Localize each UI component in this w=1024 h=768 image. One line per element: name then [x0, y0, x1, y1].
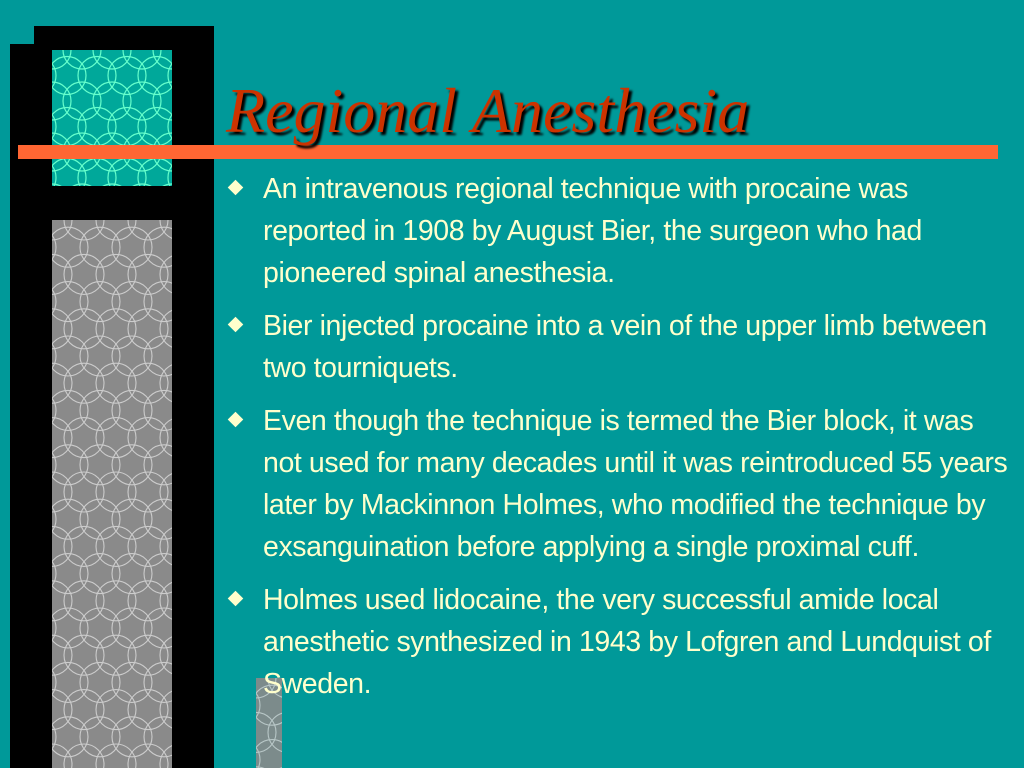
pattern-circle: [96, 363, 136, 403]
diamond-bullet-icon: [228, 317, 244, 333]
diamond-bullet-icon: [228, 412, 244, 428]
pattern-circle: [112, 390, 152, 430]
pattern-circle: [93, 184, 131, 186]
pattern-circle: [80, 227, 120, 267]
pattern-circle: [96, 526, 136, 566]
slide-title: Regional Anesthesia: [226, 75, 750, 146]
pattern-circle: [112, 554, 152, 594]
pattern-circle: [52, 108, 86, 146]
bullet-item: [228, 579, 1018, 705]
pattern-circle: [52, 717, 88, 757]
diamond-bullet-icon: [228, 180, 244, 196]
circle-pattern-icon: [52, 50, 172, 186]
pattern-circle: [112, 608, 152, 648]
pattern-circle: [160, 220, 172, 240]
pattern-circle: [52, 662, 88, 702]
bullet-text: Holmes used lidocaine, the very successful amide local anesthetic synthesized in 1943 by Lofgren and Lundquist of Sweden.: [263, 584, 991, 700]
bullet-list: [228, 168, 1018, 716]
pattern-circle: [144, 662, 172, 702]
pattern-circle: [144, 717, 172, 757]
pattern-circle: [96, 220, 136, 240]
pattern-circle: [112, 499, 152, 539]
pattern-circle: [96, 635, 136, 675]
pattern-circle: [138, 108, 172, 146]
pattern-circle: [80, 717, 120, 757]
pattern-circle: [64, 690, 104, 730]
pattern-circle: [112, 445, 152, 485]
pattern-circle: [144, 445, 172, 485]
pattern-circle: [144, 282, 172, 322]
pattern-circle: [96, 581, 136, 621]
pattern-circle: [64, 363, 104, 403]
pattern-circle: [112, 717, 152, 757]
pattern-circle: [63, 184, 101, 186]
pattern-circle: [64, 581, 104, 621]
pattern-circle: [128, 472, 168, 512]
pattern-circle: [64, 635, 104, 675]
pattern-circle: [123, 184, 161, 186]
pattern-circle: [138, 159, 172, 187]
pattern-circle: [128, 254, 168, 294]
pattern-circle: [144, 554, 172, 594]
pattern-circle: [64, 418, 104, 458]
pattern-circle: [128, 309, 168, 349]
title-underline-rule: [18, 145, 998, 159]
pattern-circle: [52, 159, 86, 187]
pattern-circle: [138, 57, 172, 95]
pattern-circle: [64, 309, 104, 349]
pattern-circle: [128, 526, 168, 566]
pattern-circle: [96, 254, 136, 294]
bullet-item: [228, 305, 1018, 389]
pattern-circle: [144, 390, 172, 430]
pattern-circle: [108, 159, 146, 187]
pattern-circle: [52, 554, 88, 594]
pattern-circle: [52, 390, 88, 430]
pattern-circle: [64, 526, 104, 566]
pattern-circle: [144, 336, 172, 376]
pattern-circle: [64, 220, 104, 240]
pattern-circle: [52, 282, 88, 322]
diamond-bullet-icon: [228, 591, 244, 607]
pattern-circle: [112, 227, 152, 267]
pattern-circle: [52, 227, 88, 267]
pattern-circle: [80, 499, 120, 539]
pattern-circle: [144, 608, 172, 648]
pattern-circle: [96, 309, 136, 349]
bullet-text: Bier injected procaine into a vein of the upper limb between two tourniquets.: [263, 310, 987, 384]
pattern-circle: [80, 336, 120, 376]
pattern-circle: [128, 581, 168, 621]
pattern-circle: [78, 159, 116, 187]
pattern-circle: [52, 608, 88, 648]
pattern-circle: [52, 57, 86, 95]
pattern-circle: [112, 336, 152, 376]
bullet-item: [228, 168, 1018, 294]
pattern-circle: [112, 282, 152, 322]
pattern-circle: [80, 554, 120, 594]
pattern-circle: [80, 662, 120, 702]
pattern-circle: [52, 445, 88, 485]
pattern-circle: [153, 50, 172, 69]
pattern-circle: [52, 336, 88, 376]
pattern-circle: [96, 418, 136, 458]
pattern-circle: [128, 220, 168, 240]
pattern-circle: [64, 254, 104, 294]
pattern-circle: [80, 608, 120, 648]
pattern-circle: [64, 472, 104, 512]
pattern-circle: [128, 690, 168, 730]
pattern-circle: [128, 635, 168, 675]
pattern-circle: [80, 282, 120, 322]
pattern-circle: [52, 50, 71, 69]
pattern-circle: [144, 227, 172, 267]
pattern-circle: [128, 363, 168, 403]
pattern-circle: [52, 499, 88, 539]
bullet-text: An intravenous regional technique with procaine was reported in 1908 by August Bier, the surgeon who had pioneered spinal anesthesia.: [263, 173, 922, 289]
pattern-circle: [112, 662, 152, 702]
pattern-circle: [80, 390, 120, 430]
pattern-circle: [52, 220, 72, 240]
pattern-circle: [96, 690, 136, 730]
decorative-circle-pattern-gray: [52, 220, 172, 768]
pattern-circle: [144, 499, 172, 539]
pattern-circle: [96, 472, 136, 512]
pattern-circle: [80, 445, 120, 485]
decorative-circle-pattern-teal: [52, 50, 172, 186]
bullet-text: Even though the technique is termed the Bier block, it was not used for many decades until it was reintroduced 55 years later by Mackinnon Holmes, who modified the technique by exsanguination before applying a single proximal cuff.: [263, 405, 1008, 563]
bullet-item: [228, 400, 1018, 568]
circle-pattern-icon: [52, 220, 172, 768]
pattern-circle: [128, 418, 168, 458]
